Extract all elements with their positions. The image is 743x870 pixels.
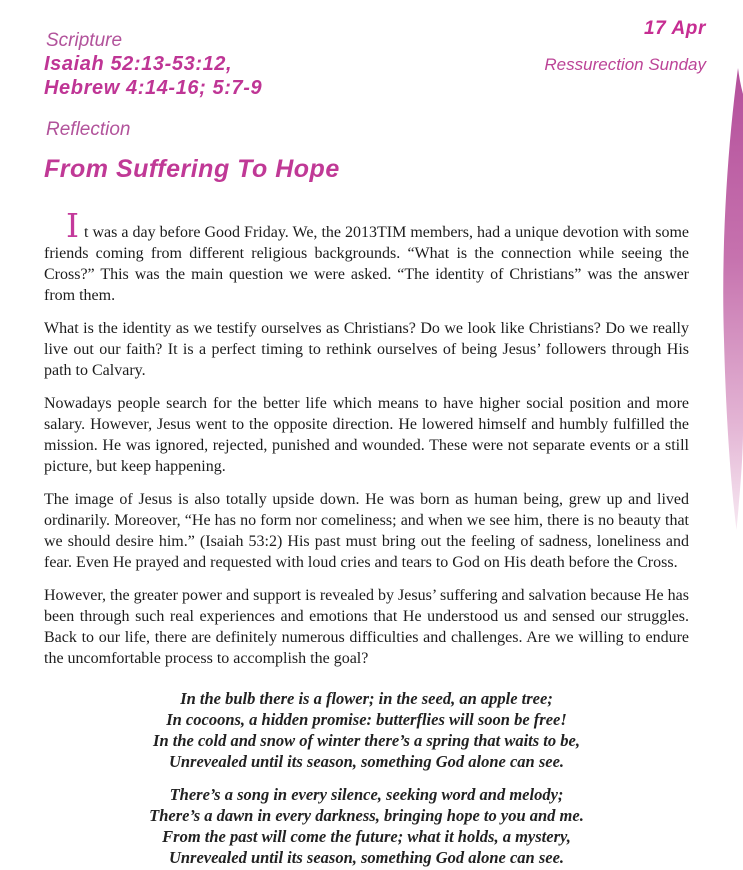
paragraph-4: The image of Jesus is also totally upside down. He was born as human being, grew up and lived ordinarily. Moreover, “He has no form nor comeliness; and when we see him, there is no beauty that we should desire him.” (Isaiah 53:2) His past must bring out the feeling of sadness, loneliness and fear. Even He prayed and requested with loud cries and tears to God on His death before the Cross. [44, 491, 689, 571]
paragraph-2: What is the identity as we testify ourselves as Christians? Do we look like Christians? Do we really live out our faith? It is a perfect timing to rethink ourselves of being Jesus’ followers through His path to Calvary. [44, 320, 689, 379]
drop-cap: I [66, 206, 80, 245]
poem-line: In the bulb there is a flower; in the seed, an apple tree; [180, 689, 553, 708]
poem-stanza-2 [44, 784, 689, 868]
poem-line: In the cold and snow of winter there’s a spring that waits to be, [153, 731, 580, 750]
poem-line: There’s a dawn in every darkness, bringing hope to you and me. [149, 806, 584, 825]
scripture-reference-hebrews: Hebrew 4:14-16; 5:7-9 [44, 77, 263, 99]
page-title: From Suffering To Hope [44, 155, 340, 183]
poem [44, 688, 689, 870]
occasion-label: Ressurection Sunday [544, 55, 706, 74]
paragraph-5: However, the greater power and support is revealed by Jesus’ suffering and salvation because He has been through such real experiences and emotions that He understood us and sensed our struggles. Back to our life, there are definitely numerous difficulties and challenges. Are we willing to endure the uncomfortable process to accomplish the goal? [44, 587, 689, 667]
poem-line: Unrevealed until its season, something God alone can see. [168, 752, 565, 771]
paragraph-1-text: t was a day before Good Friday. We, the 2013TIM members, had a unique devotion with some friends coming from different religious backgrounds. “What is the connection while seeing the Cross?” This was the main question we were asked. “The identity of Christians” was the answer from them. [44, 224, 689, 304]
poem-stanza-1 [44, 688, 689, 772]
scripture-reference-isaiah: Isaiah 52:13-53:12, [44, 53, 233, 75]
section-label-reflection: Reflection [46, 119, 131, 140]
date: 17 Apr [643, 18, 706, 39]
poem-line: From the past will come the future; what it holds, a mystery, [162, 827, 571, 846]
scripture-label: Scripture [46, 30, 123, 51]
poem-line: In cocoons, a hidden promise: butterflies will soon be free! [166, 710, 567, 729]
paragraph-1 [44, 206, 689, 306]
poem-line: There’s a song in every silence, seeking word and melody; [169, 785, 564, 804]
paragraph-3: Nowadays people search for the better life which means to have higher social position and more salary. However, Jesus went to the opposite direction. He lowered himself and humbly fulfilled the mission. He was ignored, rejected, punished and wounded. These were not separate events or a still picture, but keep happening. [44, 395, 689, 475]
poem-line: Unrevealed until its season, something God alone can see. [168, 848, 565, 867]
reflection-body [44, 206, 689, 681]
